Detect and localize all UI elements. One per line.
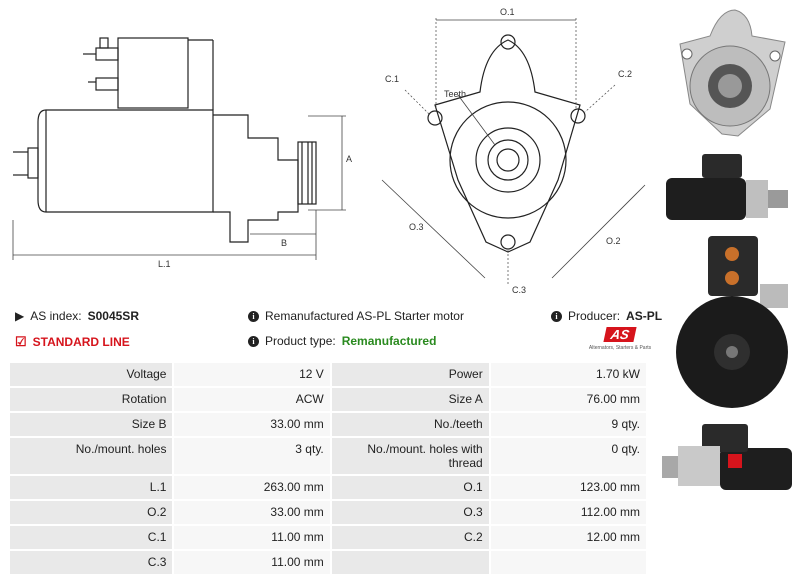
dim-c1-label: C.1 [385,74,400,84]
info-icon: i [248,336,259,347]
table-row [10,363,646,386]
product-photo-front [660,4,796,144]
standard-line-text: STANDARD LINE [32,335,130,349]
table-row [10,501,646,524]
spec-key [332,551,489,574]
spec-value: 33.00 mm [174,413,329,436]
table-row [10,413,646,436]
spec-key: Size A [332,388,489,411]
dim-c3-label: C.3 [512,285,527,295]
logo-mark: AS [603,327,636,342]
spec-value: 9 qty. [491,413,646,436]
spec-value: 263.00 mm [174,476,329,499]
product-type [248,334,436,348]
teeth-label: Teeth [444,89,467,99]
dim-o3-label: O.3 [409,222,424,232]
table-row [10,526,646,549]
spec-value [491,551,646,574]
logo-tagline: Alternators, Starters & Parts [588,345,652,351]
dim-l1-label: L.1 [158,259,171,269]
description-text: Remanufactured AS-PL Starter motor [265,309,464,323]
product-photo-side [660,150,796,225]
as-index [15,309,139,323]
spec-value: 12 V [174,363,329,386]
spec-value: 76.00 mm [491,388,646,411]
spec-key: C.2 [332,526,489,549]
info-icon: i [551,311,562,322]
check-icon: ☑ [15,334,27,349]
spec-key: Rotation [10,388,172,411]
spec-value: 11.00 mm [174,551,329,574]
product-photo-top [660,418,796,498]
spec-value: 112.00 mm [491,501,646,524]
product-photo-rear [660,232,796,412]
producer-value: AS-PL [626,309,663,323]
spec-key: O.2 [10,501,172,524]
spec-value: 11.00 mm [174,526,329,549]
spec-value: 33.00 mm [174,501,329,524]
spec-key: C.3 [10,551,172,574]
dim-c2-label: C.2 [618,69,633,79]
spec-key: L.1 [10,476,172,499]
info-icon: i [248,311,259,322]
as-index-label: AS index: [30,309,82,323]
side-view-drawing [8,30,360,275]
spec-key: C.1 [10,526,172,549]
spec-key: O.1 [332,476,489,499]
product-type-label: Product type: [265,334,336,348]
spec-value: 12.00 mm [491,526,646,549]
dim-o2-label: O.2 [606,236,621,246]
table-row [10,388,646,411]
description [248,309,464,323]
tag-icon: ▶ [15,309,25,323]
spec-key: Voltage [10,363,172,386]
product-type-value: Remanufactured [341,334,437,348]
spec-key: No./mount. holes with thread [332,438,489,474]
spec-key: Size B [10,413,172,436]
as-logo [588,326,652,351]
as-index-value: S0045SR [87,309,139,323]
producer-label: Producer: [568,309,621,323]
spec-value: ACW [174,388,329,411]
spec-value: 0 qty. [491,438,646,474]
spec-key: O.3 [332,501,489,524]
spec-key: Power [332,363,489,386]
standard-line [15,334,130,350]
table-row [10,551,646,574]
table-row [10,476,646,499]
table-row [10,438,646,474]
spec-key: No./mount. holes [10,438,172,474]
spec-value: 3 qty. [174,438,329,474]
spec-value: 1.70 kW [491,363,646,386]
spec-key: No./teeth [332,413,489,436]
front-view-drawing [380,10,650,290]
dim-o1-label: O.1 [500,7,515,17]
producer [551,309,662,323]
spec-table [8,361,648,576]
dim-a-label: A [346,154,353,164]
spec-value: 123.00 mm [491,476,646,499]
dim-b-label: B [281,238,288,248]
